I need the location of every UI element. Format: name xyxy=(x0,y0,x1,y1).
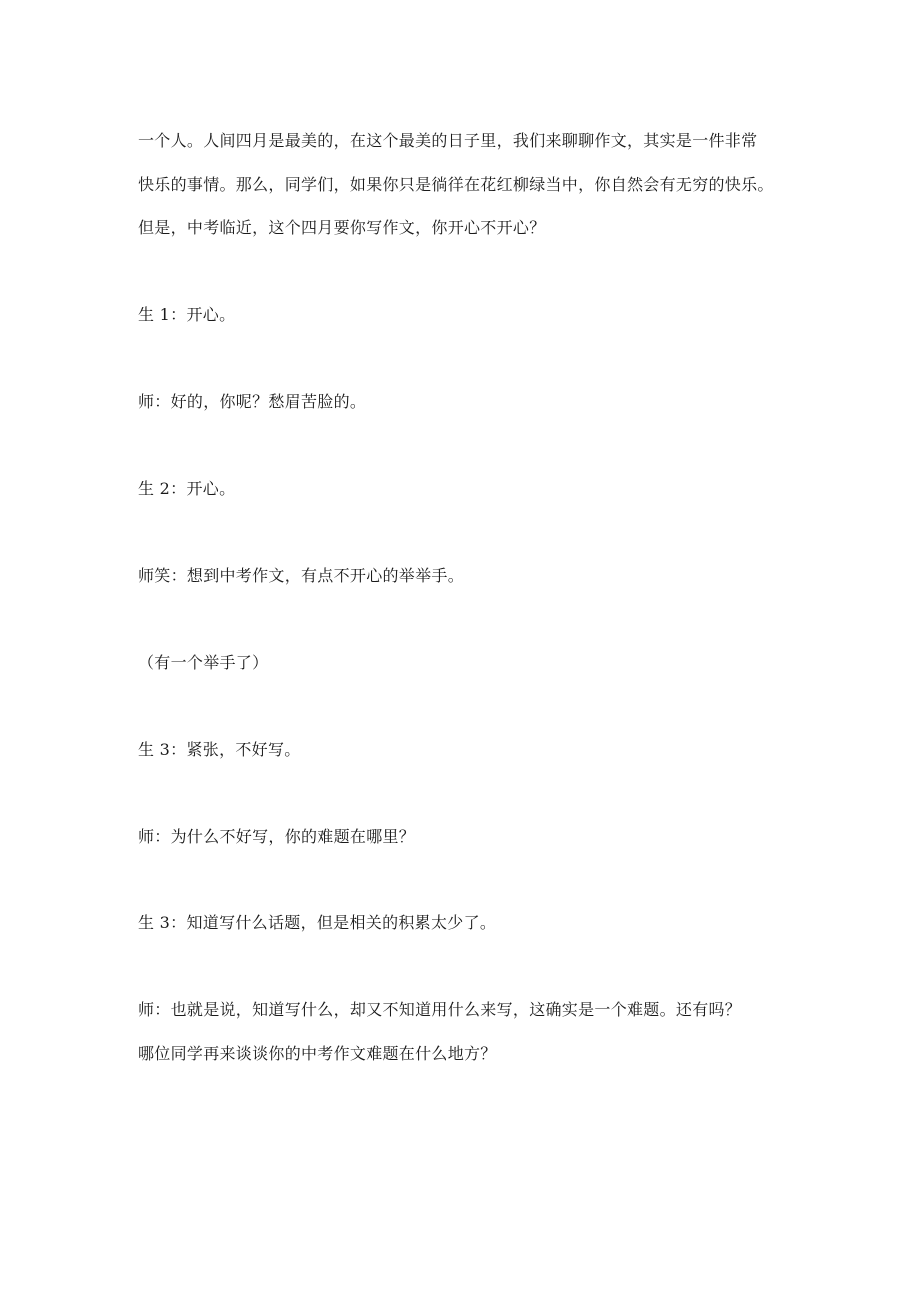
stage-direction: （有一个举手了） xyxy=(138,653,269,672)
dialogue-line: 师：好的，你呢？愁眉苦脸的。 xyxy=(138,392,367,411)
dialogue-line: 生 3：紧张，不好写。 xyxy=(138,740,301,759)
paragraph-line: 但是，中考临近，这个四月要你写作文，你开心不开心？ xyxy=(138,218,546,237)
dialogue-line: 哪位同学再来谈谈你的中考作文难题在什么地方？ xyxy=(138,1044,497,1063)
dialogue-line: 师：为什么不好写，你的难题在哪里？ xyxy=(138,827,416,846)
dialogue-line: 师笑：想到中考作文，有点不开心的举举手。 xyxy=(138,566,465,585)
dialogue-line: 生 3：知道写什么话题，但是相关的积累太少了。 xyxy=(138,913,497,932)
paragraph-line: 快乐的事情。那么，同学们，如果你只是徜徉在花红柳绿当中，你自然会有无穷的快乐。 xyxy=(138,175,774,194)
dialogue-line: 师：也就是说，知道写什么，却又不知道用什么来写，这确实是一个难题。还有吗？ xyxy=(138,1000,742,1019)
paragraph-line: 一个人。人间四月是最美的，在这个最美的日子里，我们来聊聊作文，其实是一件非常 xyxy=(138,131,758,150)
dialogue-line: 生 2：开心。 xyxy=(138,479,236,498)
dialogue-line: 生 1：开心。 xyxy=(138,305,236,324)
